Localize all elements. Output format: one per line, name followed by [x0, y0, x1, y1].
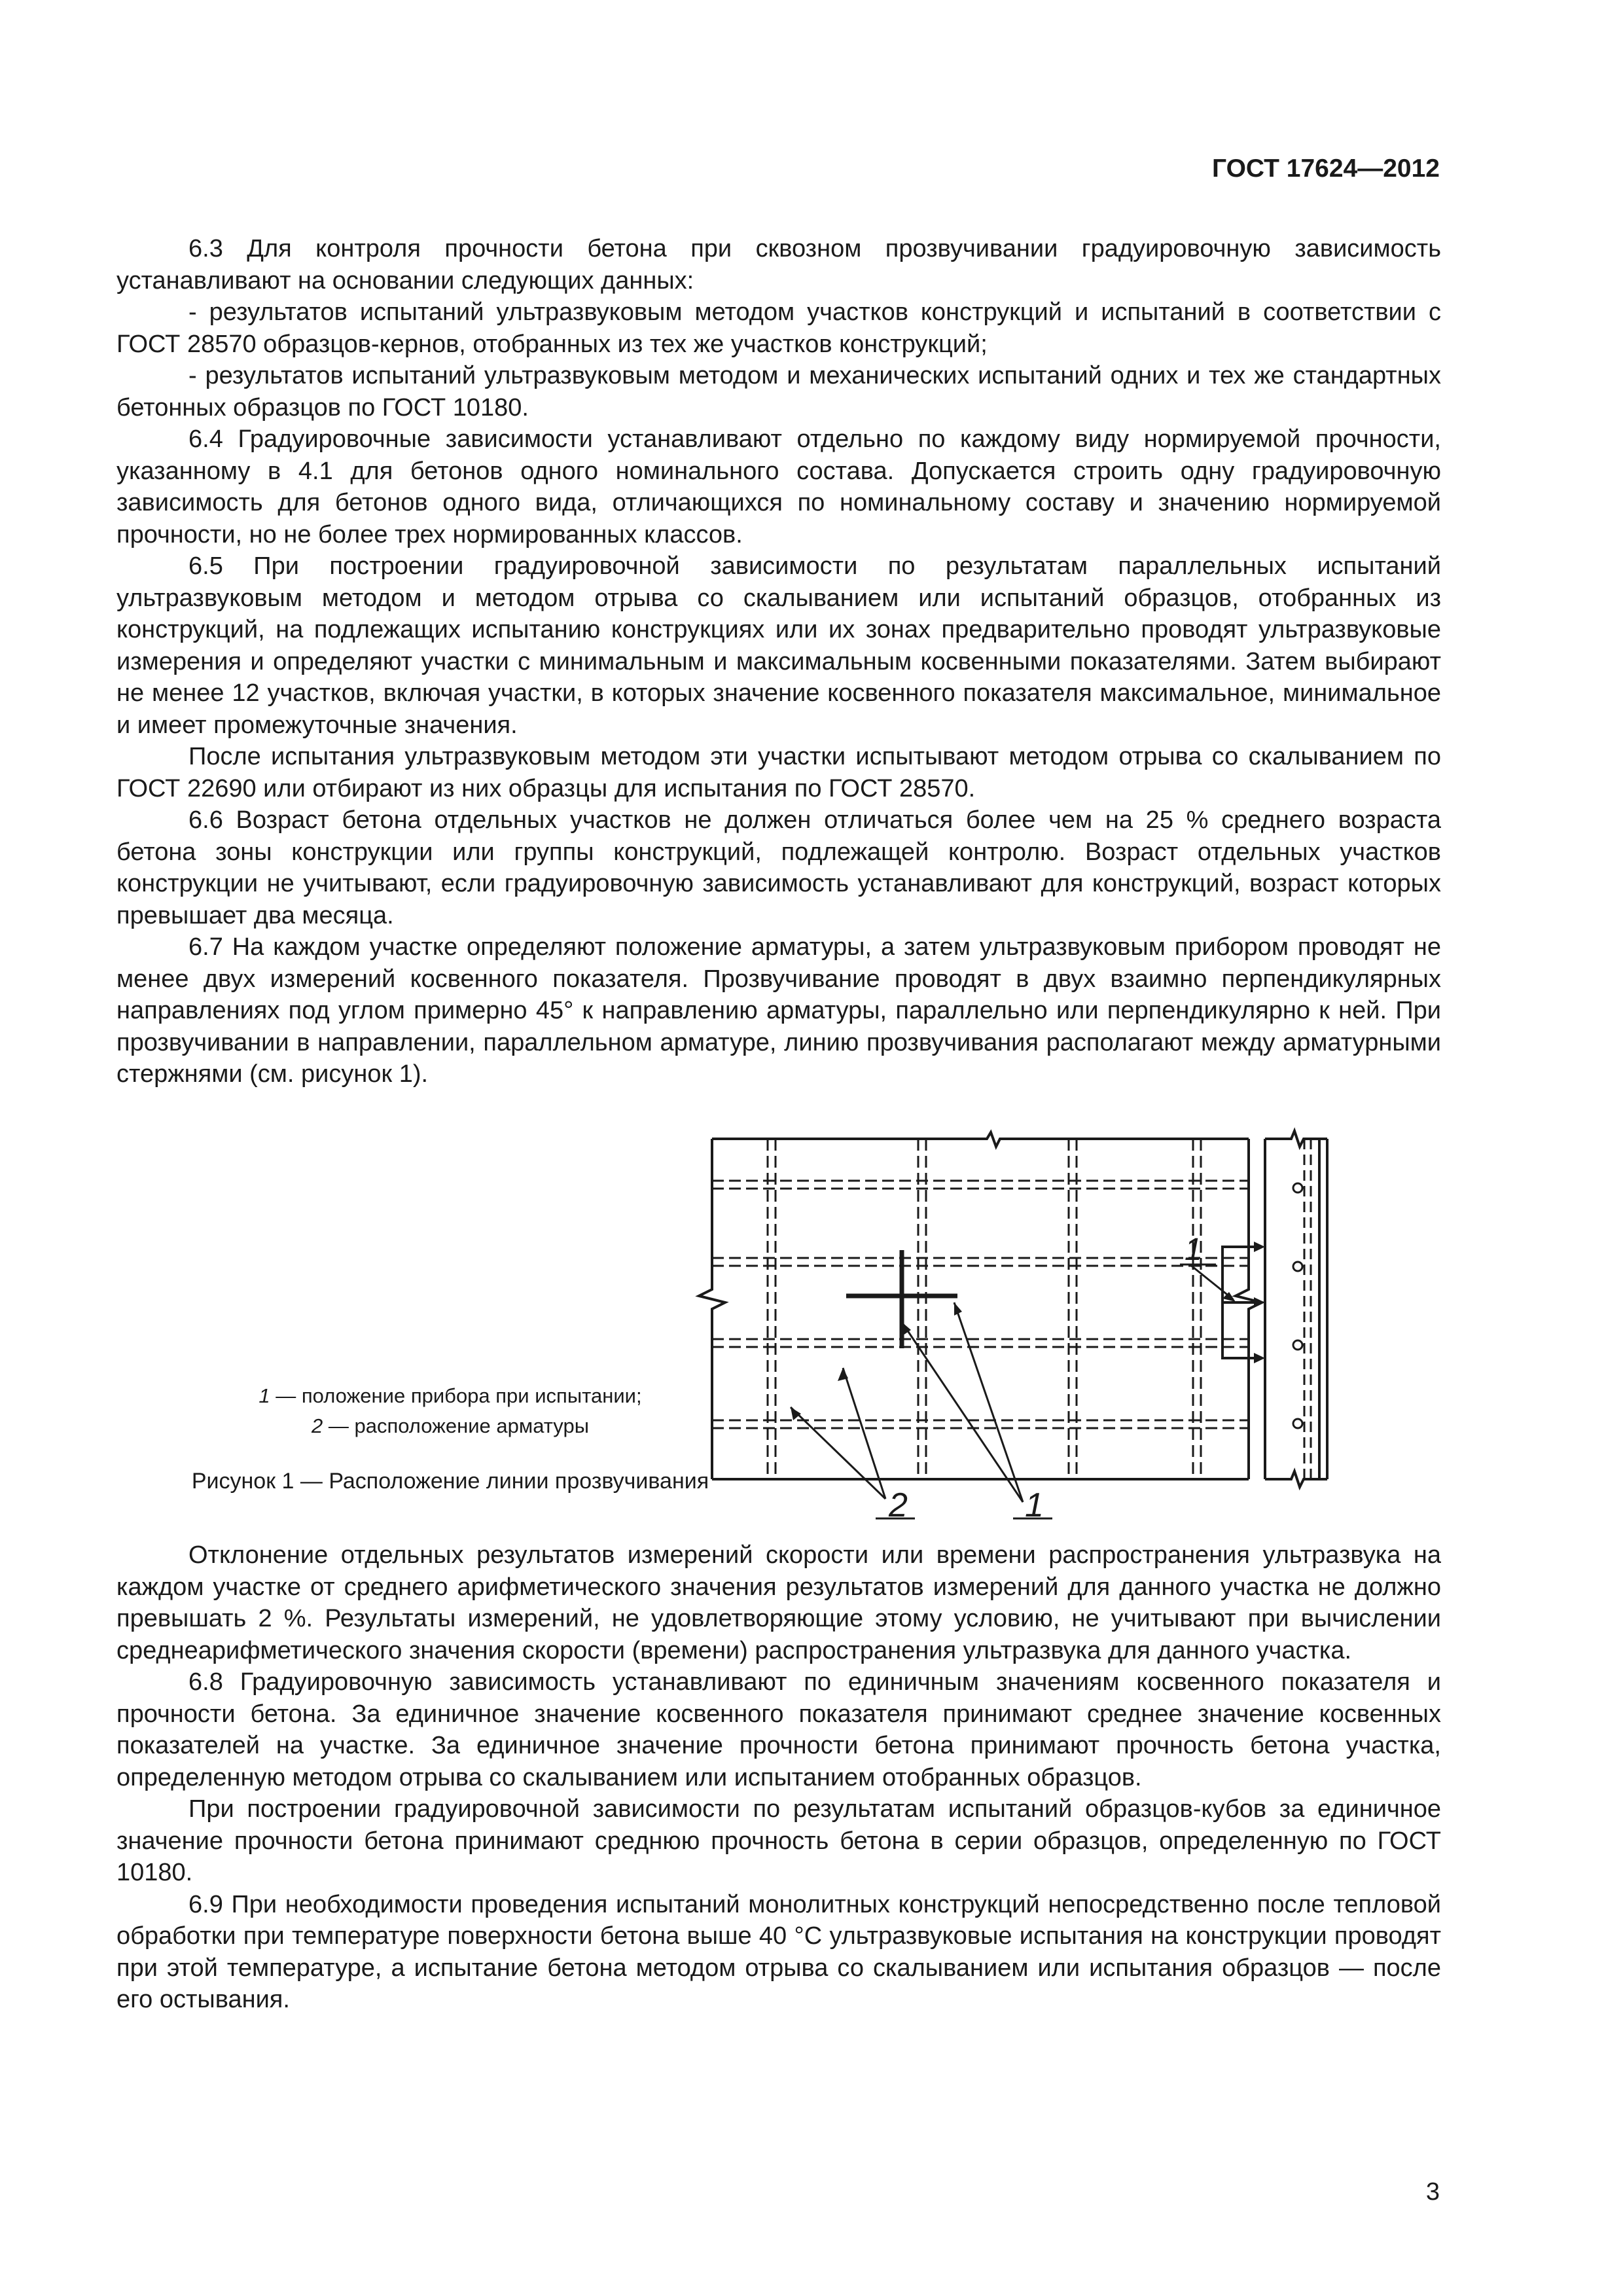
label-device: 1: [1025, 1486, 1044, 1524]
paragraph: 6.9 При необходимости проведения испытаний монолитных конструкций непосредственно после тепловой обработки при температуре поверхности бетона выше 40 °С ультразвуковые испытания на конструкции проводят при этой температуре, а испытание бетона методом отрыва со скалыванием или испытания образцов — после его остывания.: [116, 1890, 1441, 2013]
body-text-top: [116, 233, 1441, 1090]
legend-text: — расположение арматуры: [323, 1414, 589, 1437]
document-designation: ГОСТ 17624—2012: [1212, 154, 1440, 183]
label-device-side: 1: [1185, 1232, 1202, 1267]
paragraph: 6.7 На каждом участке определяют положение арматуры, а затем ультразвуковым прибором проводят не менее двух измерений косвенного показателя. Прозвучивание проводят в двух взаимно перпендикулярных направлениях под углом примерно 45° к направлению арматуры, параллельно или перпендикулярно к ней. При прозвучивании в направлении, параллельном арматуре, линию прозвучивания располагают между арматурными стержнями (см. рисунок 1).: [116, 933, 1441, 1088]
legend-number: 2: [312, 1414, 323, 1437]
paragraph: - результатов испытаний ультразвуковым методом участков конструкций и испытаний в соответствии с ГОСТ 28570 образцов-кернов, отобранных из тех же участков конструкций;: [116, 298, 1441, 358]
paragraph: При построении градуировочной зависимости по результатам испытаний образцов-кубов за единичное значение прочности бетона принимают среднюю прочность бетона в серии образцов, определенную по ГОСТ 10180.: [116, 1795, 1441, 1886]
figure-1: [116, 1113, 1441, 1532]
paragraph: 6.8 Градуировочную зависимость устанавливают по единичным значениям косвенного показателя и прочности бетона. За единичное значение косвенного показателя принимают среднее значение косвенных показателей на участке. За единичное значение прочности бетона принимают прочность бетона участка, определенную методом отрыва со скалыванием или испытанием отобранных образцов.: [116, 1668, 1441, 1791]
page-number: 3: [1425, 2178, 1440, 2206]
legend-text: — положение прибора при испытании;: [270, 1384, 642, 1407]
paragraph: - результатов испытаний ультразвуковым методом и механических испытаний одних и тех же стандартных бетонных образцов по ГОСТ 10180.: [116, 362, 1441, 422]
paragraph: Отклонение отдельных результатов измерений скорости или времени распространения ультразвука на каждом участке от среднего арифметического значения результатов измерений для данного участка не должно превышать 2 %. Результаты измерений, не удовлетворяющие этому условию, не учитывают при вычислении среднеарифметического значения скорости (времени) распространения ультразвука для данного участка.: [116, 1541, 1441, 1664]
body-text-bottom: [116, 1539, 1441, 2016]
paragraph: 6.5 При построении градуировочной зависимости по результатам параллельных испытаний ультразвуковым методом и методом отрыва со скалыванием или испытаний образцов, отобранных из конструкций, на подлежащих испытанию конструкциях или их зонах предварительно проводят ультразвуковые измерения и определяют участки с минимальным и максимальным косвенными показателями. Затем выбирают не менее 12 участков, включая участки, в которых значение косвенного показателя максимальное, минимальное и имеет промежуточные значения.: [116, 552, 1441, 739]
legend-number: 1: [259, 1384, 270, 1407]
label-rebar: 2: [889, 1486, 908, 1524]
paragraph: 6.3 Для контроля прочности бетона при сквозном прозвучивании градуировочную зависимость устанавливают на основании следующих данных:: [116, 235, 1441, 295]
paragraph: 6.6 Возраст бетона отдельных участков не должен отличаться более чем на 25 % среднего возраста бетона зоны конструкции или группы конструкций, подлежащей контролю. Возраст отдельных участков конструкции не учитывают, если градуировочную зависимость устанавливают для конструкций, возраст которых превышает два месяца.: [116, 806, 1441, 929]
paragraph: После испытания ультразвуковым методом эти участки испытывают методом отрыва со скалыванием по ГОСТ 22690 или отбирают из них образцы для испытания по ГОСТ 28570.: [116, 743, 1441, 802]
section-view-drawing: [1177, 1113, 1412, 1532]
figure-caption: Рисунок 1 — Расположение линии прозвучивания: [191, 1469, 709, 1494]
paragraph: 6.4 Градуировочные зависимости устанавливают отдельно по каждому виду нормируемой прочности, указанному в 4.1 для бетонов одного номинального состава. Допускается строить одну градуировочную зависимость для бетонов одного вида, отличающихся по номинальному составу и значению нормируемой прочности, но не более трех нормированных классов.: [116, 425, 1441, 548]
figure-legend: [169, 1381, 732, 1441]
